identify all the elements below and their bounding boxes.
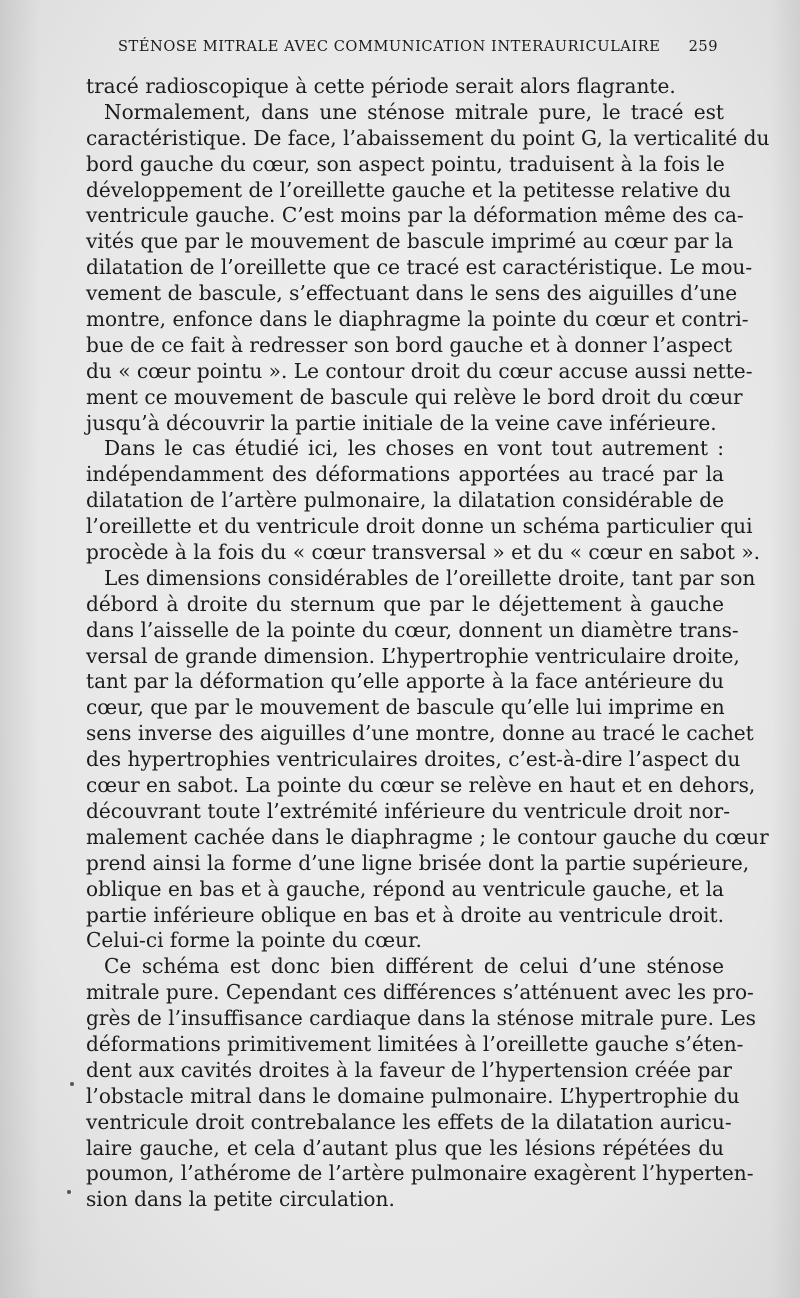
running-head [118,38,718,62]
text-line: sion dans la petite circulation. [86,1187,395,1212]
text-line: oblique en bas et à gauche, répond au ventricule gauche, et la [86,876,724,901]
body-text [86,74,770,1213]
text-line: bord gauche du cœur, son aspect pointu, traduisent à la fois le [86,151,725,176]
page-edge-shadow-right [770,0,800,1298]
text-line: grès de l’insuffisance cardiaque dans la sténose mitrale pure. Les [86,1006,756,1031]
text-line: caractéristique. De face, l’abaissement du point G, la verticalité du [86,125,770,150]
text-line: ventricule droit contrebalance les effets de la dilatation auricu- [86,1109,732,1134]
text-line: cœur en sabot. La pointe du cœur se relève en haut et en dehors, [86,773,756,798]
text-line: indépendamment des déformations apportées au tracé par la [86,462,724,487]
text-line: vement de bascule, s’effectuant dans le sens des aiguilles d’une [86,281,738,306]
text-line: découvrant toute l’extrémité inférieure du ventricule droit nor- [86,798,731,823]
text-line: ment ce mouvement de bascule qui relève le bord droit du cœur [86,384,743,409]
running-head-title: STÉNOSE MITRALE AVEC COMMUNICATION INTERAURICULAIRE [118,38,661,55]
text-line: dent aux cavités droites à la faveur de l’hypertension créée par [86,1057,732,1082]
margin-speck [67,1190,71,1194]
text-line: dans l’aisselle de la pointe du cœur, donnent un diamètre trans- [86,617,739,642]
text-line: montre, enfonce dans le diaphragme la pointe du cœur et contri- [86,307,749,332]
text-line: cœur, que par le mouvement de bascule qu’elle lui imprime en [86,695,725,720]
text-line: des hypertrophies ventriculaires droites, c’est-à-dire l’aspect du [86,747,741,772]
text-line: vités que par le mouvement de bascule imprimé au cœur par la [86,229,734,254]
text-line: poumon, l’athérome de l’artère pulmonaire exagèrent l’hyperten- [86,1161,754,1186]
text-line: Dans le cas étudié ici, les choses en vont tout autrement : [104,436,724,461]
text-line: mitrale pure. Cependant ces différences s’atténuent avec les pro- [86,980,754,1005]
text-line: versal de grande dimension. L’hypertrophie ventriculaire droite, [86,643,740,668]
text-line: du « cœur pointu ». Le contour droit du cœur accuse aussi nette- [86,358,753,383]
text-line: sens inverse des aiguilles d’une montre, donne au tracé le cachet [86,721,754,746]
margin-speck [70,1082,74,1086]
text-line: prend ainsi la forme d’une ligne brisée dont la partie supérieure, [86,850,750,875]
text-line: malement cachée dans le diaphragme ; le contour gauche du cœur [86,824,769,849]
text-line: jusqu’à découvrir la partie initiale de la veine cave inférieure. [86,410,717,435]
text-line: l’obstacle mitral dans le domaine pulmonaire. L’hypertrophie du [86,1083,740,1108]
page-number: 259 [688,38,718,55]
page-edge-shadow-left [0,0,40,1298]
text-line: ventricule gauche. C’est moins par la déformation même des ca- [86,203,744,228]
text-line: tant par la déformation qu’elle apporte à la face antérieure du [86,669,724,694]
text-line: procède à la fois du « cœur transversal » et du « cœur en sabot ». [86,540,761,565]
text-line: Normalement, dans une sténose mitrale pure, le tracé est [104,99,724,124]
text-line: bue de ce fait à redresser son bord gauche et à donner l’aspect [86,332,733,357]
text-line: dilatation de l’artère pulmonaire, la dilatation considérable de [86,488,724,513]
text-line: débord à droite du sternum que par le déjettement à gauche [86,591,724,616]
text-line: Celui-ci forme la pointe du cœur. [86,928,422,953]
text-line: Les dimensions considérables de l’oreillette droite, tant par son [104,565,756,590]
text-line: l’oreillette et du ventricule droit donne un schéma particulier qui [86,514,753,539]
text-line: déformations primitivement limitées à l’oreillette gauche s’éten- [86,1031,744,1056]
text-line: développement de l’oreillette gauche et la petitesse relative du [86,177,732,202]
text-line: partie inférieure oblique en bas et à droite au ventricule droit. [86,902,724,927]
text-line: dilatation de l’oreillette que ce tracé est caractéristique. Le mou- [86,255,753,280]
text-line: laire gauche, et cela d’autant plus que les lésions répétées du [86,1135,724,1160]
text-line: tracé radioscopique à cette période serait alors flagrante. [86,74,676,98]
text-line: Ce schéma est donc bien différent de celui d’une sténose [104,954,724,979]
